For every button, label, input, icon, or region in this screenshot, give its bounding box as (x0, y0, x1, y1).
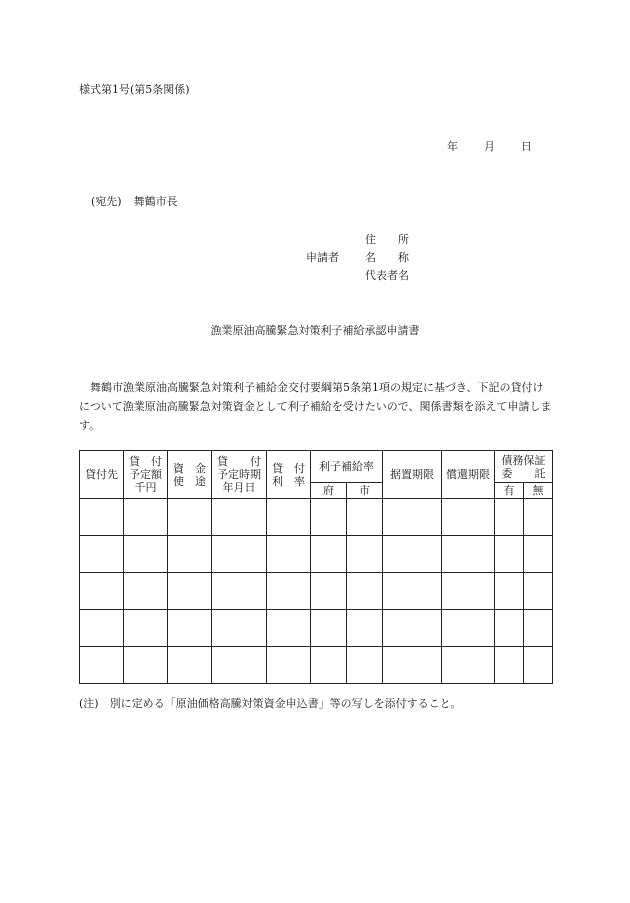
header-fund-use (168, 451, 212, 499)
table-cell (383, 573, 442, 610)
table-cell (80, 536, 124, 573)
addressee-name: 舞鶴市長 (133, 195, 178, 208)
table-cell (495, 647, 524, 684)
header-guarantee-line2: 委 託 (501, 466, 546, 480)
applicant-address-label: 住 所 (365, 233, 409, 246)
header-rate (267, 451, 311, 499)
header-pref: 府 (311, 483, 347, 499)
header-lender: 貸付先 (80, 451, 124, 499)
table-row (80, 647, 553, 684)
table-cell (495, 536, 524, 573)
header-loan-date-line3: 年月日 (222, 481, 256, 494)
table-cell (168, 536, 212, 573)
form-number: 様式第1号(第5条関係) (79, 83, 190, 96)
addressee (91, 193, 178, 209)
table-cell (212, 647, 267, 684)
table-body (80, 499, 553, 684)
table-cell (168, 499, 212, 536)
table-cell (124, 499, 168, 536)
header-loan-amount (124, 451, 168, 499)
table-cell (347, 610, 383, 647)
table-cell (311, 499, 347, 536)
table-cell (80, 573, 124, 610)
table-row (80, 573, 553, 610)
document-title: 漁業原油高騰緊急対策利子補給承認申請書 (210, 324, 420, 337)
table-row (80, 499, 553, 536)
table-cell (168, 647, 212, 684)
note: (注) 別に定める「原油価格高騰対策資金申込書」等の写しを添付すること。 (79, 697, 462, 710)
date-year: 年 (447, 140, 458, 153)
table-cell (442, 610, 495, 647)
table-cell (212, 499, 267, 536)
application-table (79, 450, 553, 684)
table-cell (383, 610, 442, 647)
table-cell (383, 499, 442, 536)
table-cell (124, 647, 168, 684)
header-guarantee-yes: 有 (495, 483, 524, 499)
table-cell (524, 499, 553, 536)
applicant-representative-label: 代表者名 (365, 269, 409, 282)
header-guarantee-line1: 債務保証 (501, 453, 546, 467)
table-cell (80, 610, 124, 647)
table-cell (267, 610, 311, 647)
table-cell (212, 573, 267, 610)
table-cell (383, 536, 442, 573)
table-cell (524, 647, 553, 684)
header-loan-amount-line2: 予定額 (129, 468, 162, 481)
table-row (80, 536, 553, 573)
date-month: 月 (484, 140, 495, 153)
table-cell (495, 610, 524, 647)
table-cell (267, 573, 311, 610)
table-cell (347, 573, 383, 610)
header-guarantee (495, 451, 553, 483)
table-cell (442, 499, 495, 536)
body-text: 舞鶴市漁業原油高騰緊急対策利子補給金交付要綱第5条第1項の規定に基づき、下記の貸付けについて漁業原油高騰緊急対策資金として利子補給を受けたいので、関係書類を添えて申請します。 (79, 381, 552, 432)
header-rate-line2: 利 率 (272, 474, 305, 488)
header-city: 市 (347, 483, 383, 499)
applicant-label: 申請者 (306, 251, 339, 264)
date-day: 日 (521, 140, 532, 153)
table-cell (80, 647, 124, 684)
header-grace-period: 据置期限 (383, 451, 442, 499)
table-cell (383, 647, 442, 684)
table-cell (347, 499, 383, 536)
header-loan-date-line1: 貸 付 (217, 455, 261, 468)
table-row (80, 610, 553, 647)
table-cell (495, 573, 524, 610)
addressee-label: (宛先) (91, 195, 122, 208)
table-cell (212, 610, 267, 647)
table-cell (442, 573, 495, 610)
table-cell (495, 499, 524, 536)
header-fund-use-line2: 使 途 (173, 474, 206, 488)
date-line (447, 138, 532, 154)
table-cell (524, 536, 553, 573)
table-cell (267, 499, 311, 536)
table-cell (524, 573, 553, 610)
header-loan-amount-unit: 千円 (134, 481, 157, 494)
table-cell (347, 647, 383, 684)
table-cell (311, 573, 347, 610)
header-loan-date-line2: 予定時期 (217, 468, 261, 481)
table-cell (311, 647, 347, 684)
table-cell (267, 647, 311, 684)
table-cell (442, 647, 495, 684)
table-cell (267, 536, 311, 573)
header-fund-use-line1: 資 金 (173, 461, 206, 475)
table-cell (311, 610, 347, 647)
table-cell (124, 536, 168, 573)
header-loan-date (212, 451, 267, 499)
table-cell (80, 499, 124, 536)
table-cell (347, 536, 383, 573)
table-cell (168, 573, 212, 610)
header-loan-amount-line1: 貸 付 (129, 455, 162, 468)
table-cell (524, 610, 553, 647)
applicant-name-label: 名 称 (365, 251, 409, 264)
header-guarantee-no: 無 (524, 483, 553, 499)
table-cell (124, 573, 168, 610)
table-cell (168, 610, 212, 647)
table-cell (124, 610, 168, 647)
header-repayment-period: 償還期限 (442, 451, 495, 499)
header-rate-line1: 貸 付 (272, 461, 305, 475)
table-cell (442, 536, 495, 573)
table-cell (311, 536, 347, 573)
table-cell (212, 536, 267, 573)
header-subsidy-rate: 利子補給率 (311, 451, 383, 483)
